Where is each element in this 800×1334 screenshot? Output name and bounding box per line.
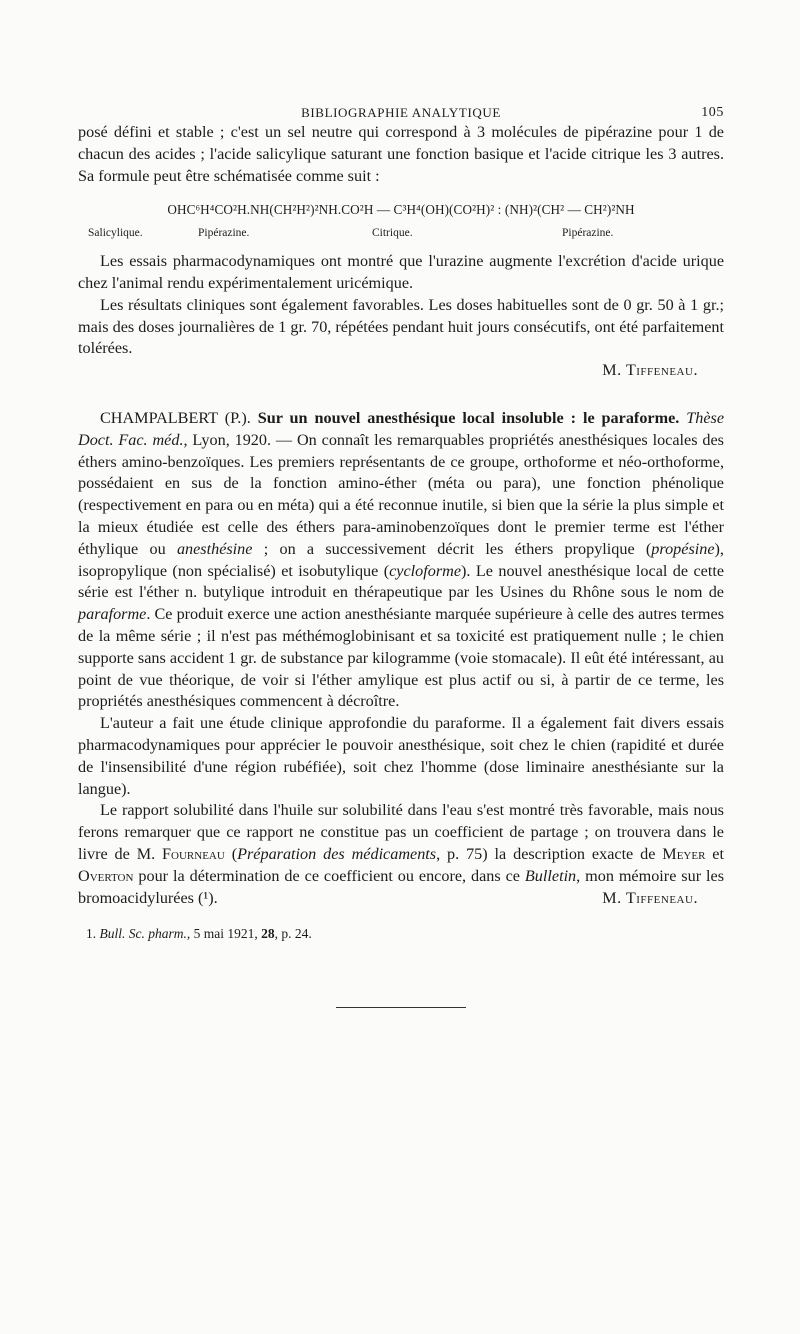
entry-author: CHAMPALBERT (P.). — [100, 408, 251, 427]
body-paragraph: Les résultats cliniques sont également favorables. Les doses habituelles sont de 0 gr. 50 à 1 gr.; mais des doses journalières de 1 gr. 70, répétées pendant huit jours consécutifs, ont été parfaitement tolérées. — [78, 295, 724, 358]
cited-author: Meyer — [662, 844, 706, 863]
author-signature: M. Tiffeneau. — [602, 888, 698, 907]
formula-label: Pipérazine. — [198, 227, 250, 240]
running-title: BIBLIOGRAPHIE ANALYTIQUE — [301, 105, 501, 120]
end-rule — [336, 1007, 466, 1008]
formula-labels — [78, 221, 724, 241]
cited-journal: Bulletin — [524, 866, 577, 885]
body-paragraph: L'auteur a fait une étude clinique approfondie du paraforme. Il a également fait divers essais pharmacodynamiques pour apprécier le pouvoir anesthésique, soit chez le chien (rapidité et durée de l'insensibilité d'une région rubéfiée), soit chez l'homme (dose liminaire anesthésiante sur la langue). — [78, 714, 724, 798]
review-entry: CHAMPALBERT (P.). Sur un nouvel anesthésique local insoluble : le paraforme. Thèse Doct. Fac. méd., Lyon, 1920. — On connaît les remarquables propriétés anesthésiques locales des éthers amino-benzoïques. Les premiers représentants de ce groupe, orthoforme et néo-orthoforme, possédaient en sus de la fonction amino-éther (méta ou para), une fonction phénolique (respectivement en para ou en méta) qui a été reconnue inutile, si bien que la série la plus simple et la mieux étudiée est celle des éthers para-aminobenzoïques dont le premier terme est l'éther éthylique ou anesthésine ; on a successivement décrit les éthers propylique (propésine), isopropylique (non spécialisé) et isobutylique (cycloforme). Le nouvel anesthésique local de cette série est l'éther n. butylique introduit en thérapeutique par les Usines du Rhône sous le nom de paraforme. Ce produit exerce une action anesthésiante marquée supérieure à celle des autres termes de la même série ; il n'est pas méthémoglobinisant et sa toxicité est pratiquement nulle ; le chien supporte sans accident 1 gr. de substance par kilogramme (voie stomacale). Il eût été intéressant, au point de vue théorique, de voir si l'éther amylique est plus actif ou si, à partir de ce terme, les propriétés anesthésiques commencent à décroître. — [78, 408, 725, 711]
entry-title: Sur un nouvel anesthésique local insoluble : le paraforme. — [257, 408, 680, 427]
formula-label: Pipérazine. — [562, 227, 614, 240]
cited-author: Fourneau — [162, 844, 225, 863]
chemical-formula: OHC⁶H⁴CO²H.NH(CH²H²)²NH.CO²H — C³H⁴(OH)(CO²H)² : (NH)²(CH² — CH²)²NH — [167, 202, 635, 218]
body-paragraph: Le rapport solubilité dans l'huile sur solubilité dans l'eau s'est montré très favorable, mais nous ferons remarquer que ce rapport ne constitue pas un coefficient de partage ; on trouvera dans le livre de M. Fourneau (Préparation des médicaments, p. 75) la description exacte de Meyer et Overton pour la détermination de ce coefficient ou encore, dans ce Bulletin, mon mémoire sur les bromoacidylurées (¹). M. Tiffeneau. — [78, 800, 724, 909]
formula-label: Citrique. — [372, 227, 413, 240]
entry-citation: Thèse Doct. Fac. méd. — [78, 408, 725, 449]
page-content — [78, 98, 724, 1008]
cited-author: Overton — [78, 866, 134, 885]
body-paragraph: Les essais pharmacodynamiques ont montré que l'urazine augmente l'excrétion d'acide urique chez l'animal rendu expérimentalement uricémique. — [78, 252, 724, 292]
footnote: 1. Bull. Sc. pharm., 5 mai 1921, 28, p. 24. — [86, 926, 312, 942]
formula-label: Salicylique. — [88, 227, 143, 240]
page-header — [78, 98, 724, 122]
body-paragraph: posé défini et stable ; c'est un sel neutre qui correspond à 3 molécules de pipérazine pour 1 de chacun des acides ; l'acide salicylique saturant une fonction basique et l'acide citrique les 3 autres. Sa formule peut être schématisée comme suit : — [78, 123, 724, 185]
author-signature: M. Tiffeneau. — [602, 361, 698, 380]
page-number: 105 — [701, 105, 724, 120]
cited-book: Préparation des médicaments — [237, 844, 437, 863]
